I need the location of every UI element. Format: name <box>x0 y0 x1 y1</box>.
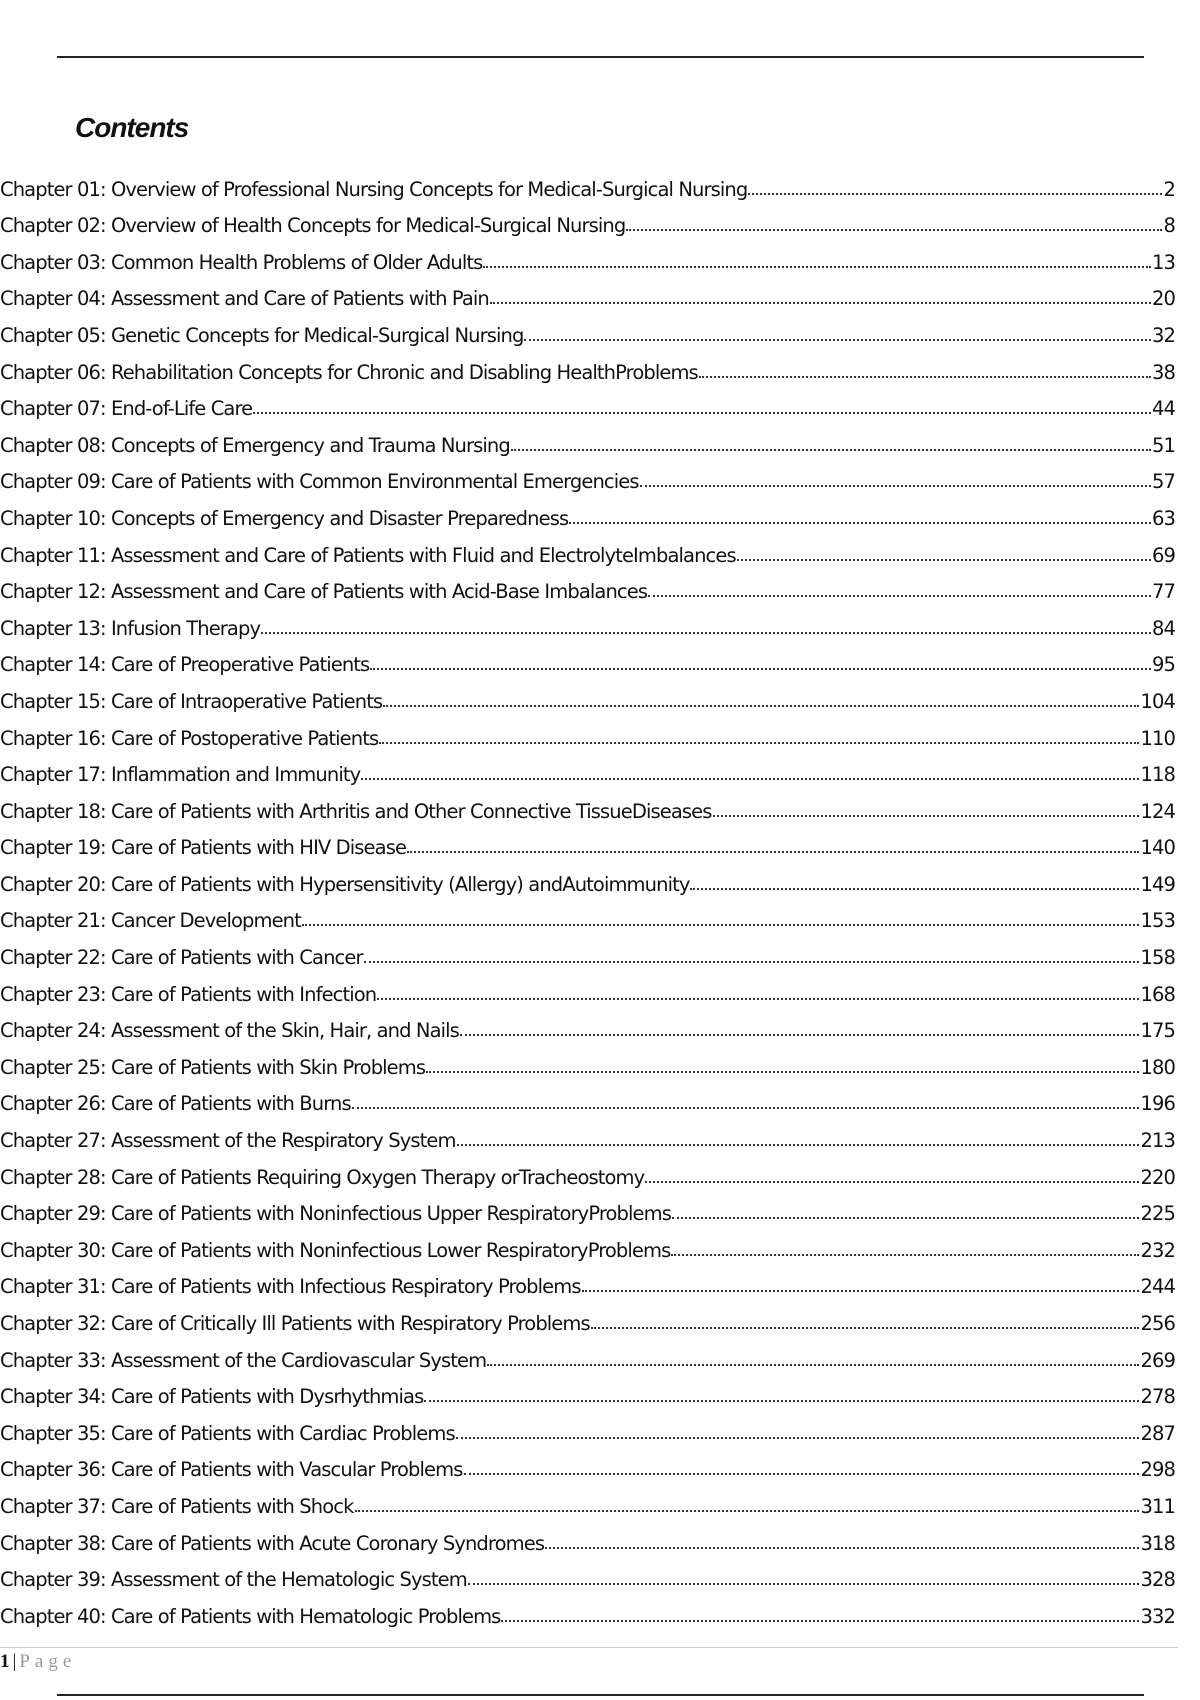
toc-entry[interactable] <box>0 1262 1175 1299</box>
toc-entry-label: Chapter 33: Assessment of the Cardiovascular System <box>0 1348 487 1372</box>
toc-entry-label: Chapter 17: Inflammation and Immunity <box>0 763 361 787</box>
toc-entry-label: Chapter 04: Assessment and Care of Patients with Pain <box>0 287 489 311</box>
toc-dot-leader <box>383 705 1139 707</box>
toc-dot-leader <box>748 193 1162 195</box>
toc-entry-page: 8 <box>1163 214 1175 238</box>
toc-dot-leader <box>426 1071 1139 1073</box>
toc-entry-page: 118 <box>1140 763 1175 787</box>
toc-entry-page: 332 <box>1140 1604 1175 1628</box>
toc-entry-label: Chapter 05: Genetic Concepts for Medical-Surgical Nursing <box>0 323 524 347</box>
toc-entry-label: Chapter 24: Assessment of the Skin, Hair, and Nails <box>0 1019 459 1043</box>
toc-entry-label: Chapter 14: Care of Preoperative Patients <box>0 653 370 677</box>
toc-entry-page: 2 <box>1163 177 1175 201</box>
toc-dot-leader <box>377 998 1139 1000</box>
toc-dot-leader <box>370 668 1151 670</box>
toc-dot-leader <box>524 339 1151 341</box>
toc-dot-leader <box>253 412 1151 414</box>
toc-entry[interactable] <box>0 896 1175 933</box>
toc-dot-leader <box>640 485 1151 487</box>
toc-entry-page: 44 <box>1151 397 1175 421</box>
toc-entry[interactable] <box>0 676 1175 713</box>
toc-entry-label: Chapter 38: Care of Patients with Acute Coronary Syndromes <box>0 1531 545 1555</box>
toc-entry-page: 95 <box>1151 653 1175 677</box>
toc-entry-page: 110 <box>1140 726 1175 750</box>
toc-entry-label: Chapter 07: End-of-Life Care <box>0 397 253 421</box>
toc-dot-leader <box>690 888 1139 890</box>
toc-entry[interactable] <box>0 1225 1175 1262</box>
toc-entry-page: 175 <box>1140 1019 1175 1043</box>
toc-entry[interactable] <box>0 164 1175 201</box>
toc-entry-page: 158 <box>1140 946 1175 970</box>
toc-dot-leader <box>713 815 1140 817</box>
toc-entry-page: 225 <box>1140 1202 1175 1226</box>
toc-entry-page: 168 <box>1140 982 1175 1006</box>
toc-entry-page: 63 <box>1151 506 1175 530</box>
toc-dot-leader <box>511 449 1151 451</box>
toc-entry-label: Chapter 35: Care of Patients with Cardiac Problems <box>0 1421 455 1445</box>
footer-page-word: Page <box>19 1651 77 1672</box>
toc-entry-label: Chapter 08: Concepts of Emergency and Trauma Nursing <box>0 433 510 457</box>
toc-entry-label: Chapter 31: Care of Patients with Infectious Respiratory Problems <box>0 1275 581 1299</box>
toc-entry[interactable] <box>0 420 1175 457</box>
page-footer <box>0 1651 76 1673</box>
toc-entry-label: Chapter 29: Care of Patients with Noninfectious Upper RespiratoryProblems <box>0 1202 672 1226</box>
toc-entry-page: 311 <box>1140 1494 1175 1518</box>
toc-entry[interactable] <box>0 493 1175 530</box>
toc-entry[interactable] <box>0 1115 1175 1152</box>
toc-entry-label: Chapter 03: Common Health Problems of Older Adults <box>0 250 483 274</box>
toc-entry-label: Chapter 02: Overview of Health Concepts for Medical-Surgical Nursing <box>0 214 626 238</box>
toc-dot-leader <box>364 961 1140 963</box>
toc-entry-page: 278 <box>1140 1385 1175 1409</box>
toc-dot-leader <box>569 522 1151 524</box>
toc-dot-leader <box>672 1217 1139 1219</box>
toc-entry-label: Chapter 13: Infusion Therapy <box>0 616 261 640</box>
toc-entry-page: 196 <box>1140 1092 1175 1116</box>
toc-entry-label: Chapter 32: Care of Critically Ill Patients with Respiratory Problems <box>0 1312 590 1335</box>
toc-entry-page: 32 <box>1151 323 1175 347</box>
toc-entry[interactable] <box>0 201 1175 238</box>
toc-dot-leader <box>302 924 1140 926</box>
toc-entry-label: Chapter 16: Care of Postoperative Patients <box>0 726 379 750</box>
toc-entry-page: 84 <box>1151 616 1175 640</box>
toc-entry[interactable] <box>0 310 1175 347</box>
toc-entry-label: Chapter 10: Concepts of Emergency and Disaster Preparedness <box>0 506 569 530</box>
toc-entry-label: Chapter 40: Care of Patients with Hematologic Problems <box>0 1604 501 1628</box>
toc-entry-label: Chapter 26: Care of Patients with Burns <box>0 1092 351 1116</box>
toc-entry[interactable] <box>0 1445 1175 1482</box>
toc-entry-page: 244 <box>1140 1275 1175 1299</box>
toc-dot-leader <box>591 1327 1140 1329</box>
contents-heading: Contents <box>75 112 189 143</box>
toc-entry[interactable] <box>0 750 1175 787</box>
toc-entry-label: Chapter 28: Care of Patients Requiring Oxygen Therapy orTracheostomy <box>0 1165 645 1189</box>
toc-entry-page: 287 <box>1140 1421 1175 1445</box>
top-rule <box>57 56 1144 58</box>
toc-entry-page: 57 <box>1151 470 1175 494</box>
toc-entry[interactable] <box>0 457 1175 494</box>
toc-dot-leader <box>407 851 1139 853</box>
toc-entry-label: Chapter 36: Care of Patients with Vascular Problems <box>0 1458 463 1482</box>
toc-dot-leader <box>424 1400 1139 1402</box>
toc-entry-label: Chapter 25: Care of Patients with Skin Problems <box>0 1055 426 1079</box>
toc-entry-page: 328 <box>1140 1568 1175 1592</box>
toc-dot-leader <box>490 302 1151 304</box>
toc-entry-page: 298 <box>1140 1458 1175 1482</box>
toc-entry-label: Chapter 12: Assessment and Care of Patients with Acid-Base Imbalances <box>0 580 648 604</box>
toc-entry-page: 269 <box>1140 1348 1175 1372</box>
toc-entry-label: Chapter 22: Care of Patients with Cancer <box>0 946 363 970</box>
toc-entry-label: Chapter 11: Assessment and Care of Patients with Fluid and ElectrolyteImbalances <box>0 543 736 567</box>
toc-dot-leader <box>645 1181 1139 1183</box>
toc-entry[interactable] <box>0 1372 1175 1409</box>
toc-entry-label: Chapter 30: Care of Patients with Noninfectious Lower RespiratoryProblems <box>0 1238 671 1262</box>
toc-entry[interactable] <box>0 1591 1175 1628</box>
toc-dot-leader <box>468 1583 1140 1585</box>
toc-entry-label: Chapter 01: Overview of Professional Nursing Concepts for Medical-Surgical Nursing <box>0 177 748 201</box>
toc-entry[interactable] <box>0 1481 1175 1518</box>
toc-entry[interactable] <box>0 567 1175 604</box>
toc-entry-page: 20 <box>1151 287 1175 311</box>
toc-entry[interactable] <box>0 384 1175 421</box>
toc-entry[interactable] <box>0 1042 1175 1079</box>
toc-entry-label: Chapter 18: Care of Patients with Arthritis and Other Connective TissueDiseases <box>0 799 712 823</box>
toc-entry-page: 104 <box>1140 689 1175 713</box>
footer-separator: | <box>12 1651 17 1672</box>
toc-entry[interactable] <box>0 786 1175 823</box>
toc-entry-page: 124 <box>1140 799 1175 823</box>
toc-entry[interactable] <box>0 1079 1175 1116</box>
toc-dot-leader <box>456 1437 1140 1439</box>
toc-entry[interactable] <box>0 530 1175 567</box>
toc-entry-label: Chapter 15: Care of Intraoperative Patients <box>0 689 383 713</box>
toc-dot-leader <box>355 1510 1140 1512</box>
toc-entry[interactable] <box>0 1555 1175 1592</box>
toc-entry[interactable] <box>0 969 1175 1006</box>
toc-dot-leader <box>379 742 1139 744</box>
toc-dot-leader <box>582 1290 1140 1292</box>
toc-entry[interactable] <box>0 1335 1175 1372</box>
toc-entry[interactable] <box>0 1152 1175 1189</box>
toc-entry[interactable] <box>0 713 1175 750</box>
toc-dot-leader <box>464 1473 1140 1475</box>
toc-entry-label: Chapter 09: Care of Patients with Common Environmental Emergencies <box>0 470 639 494</box>
toc-entry-page: 256 <box>1140 1312 1175 1335</box>
toc-entry-page: 153 <box>1140 909 1175 933</box>
toc-entry-label: Chapter 37: Care of Patients with Shock <box>0 1494 354 1518</box>
toc-entry-label: Chapter 19: Care of Patients with HIV Disease <box>0 836 407 860</box>
toc-dot-leader <box>671 1254 1139 1256</box>
toc-entry-label: Chapter 27: Assessment of the Respiratory System <box>0 1129 456 1153</box>
toc-entry[interactable] <box>0 237 1175 274</box>
toc-entry[interactable] <box>0 1298 1175 1335</box>
toc-dot-leader <box>483 266 1151 268</box>
toc-entry-label: Chapter 23: Care of Patients with Infection <box>0 982 377 1006</box>
toc-dot-leader <box>648 595 1151 597</box>
toc-entry-label: Chapter 34: Care of Patients with Dysrhythmias <box>0 1385 424 1409</box>
toc-entry[interactable] <box>0 823 1175 860</box>
toc-dot-leader <box>737 559 1151 561</box>
footer-page-number: 1 <box>0 1651 10 1672</box>
toc-entry[interactable] <box>0 932 1175 969</box>
toc-entry-label: Chapter 21: Cancer Development <box>0 909 301 933</box>
toc-dot-leader <box>626 229 1162 231</box>
toc-dot-leader <box>261 632 1151 634</box>
toc-dot-leader <box>361 778 1139 780</box>
toc-entry-label: Chapter 20: Care of Patients with Hypersensitivity (Allergy) andAutoimmunity <box>0 872 690 896</box>
toc-dot-leader <box>460 1034 1140 1036</box>
toc-entry[interactable] <box>0 1408 1175 1445</box>
toc-entry-page: 69 <box>1151 543 1175 567</box>
toc-entry-page: 13 <box>1151 250 1175 274</box>
toc-entry-page: 51 <box>1151 433 1175 457</box>
toc-entry-label: Chapter 06: Rehabilitation Concepts for Chronic and Disabling HealthProblems <box>0 360 698 384</box>
toc-entry[interactable] <box>0 347 1175 384</box>
toc-entry[interactable] <box>0 603 1175 640</box>
toc-dot-leader <box>545 1547 1139 1549</box>
toc-entry-page: 180 <box>1140 1055 1175 1079</box>
toc-entry[interactable] <box>0 1189 1175 1226</box>
toc-entry[interactable] <box>0 859 1175 896</box>
toc-dot-leader <box>352 1107 1140 1109</box>
toc-entry[interactable] <box>0 1518 1175 1555</box>
toc-dot-leader <box>457 1144 1140 1146</box>
toc-entry-page: 213 <box>1140 1129 1175 1153</box>
toc-entry-page: 149 <box>1140 872 1175 896</box>
table-of-contents <box>0 164 1175 1628</box>
toc-entry-page: 77 <box>1151 580 1175 604</box>
toc-dot-leader <box>487 1364 1139 1366</box>
footer-rule <box>0 1647 1178 1648</box>
toc-entry-page: 318 <box>1140 1531 1175 1555</box>
toc-entry-label: Chapter 39: Assessment of the Hematologic System <box>0 1568 467 1592</box>
toc-entry[interactable] <box>0 274 1175 311</box>
toc-entry[interactable] <box>0 1006 1175 1043</box>
toc-dot-leader <box>699 376 1151 378</box>
toc-entry-page: 232 <box>1140 1238 1175 1262</box>
toc-entry-page: 140 <box>1140 836 1175 860</box>
toc-entry-page: 38 <box>1151 360 1175 384</box>
bottom-rule <box>57 1694 1144 1696</box>
toc-dot-leader <box>501 1620 1139 1622</box>
toc-entry[interactable] <box>0 640 1175 677</box>
toc-entry-page: 220 <box>1140 1165 1175 1189</box>
